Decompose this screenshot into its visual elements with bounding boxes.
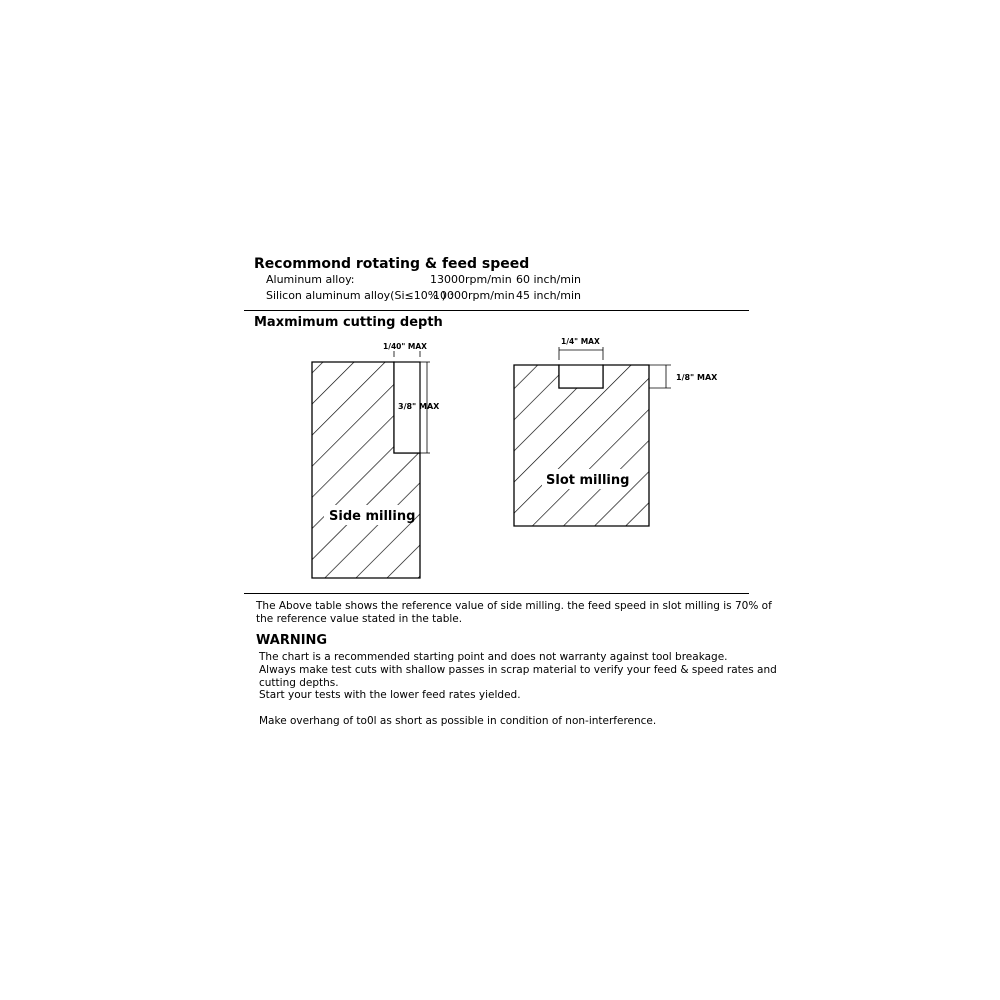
note-line: the reference value stated in the table. [256,613,463,625]
side-milling-width-label: 1/40" MAX [383,342,427,351]
side-milling-label: Side milling [329,509,416,524]
speed-row-feed: 45 inch/min [516,289,581,302]
warning-line: cutting depths. [259,677,339,689]
slot-milling-workpiece [514,365,649,526]
depth-section-title: Maxmimum cutting depth [254,315,443,330]
slot-milling-depth-label: 1/8" MAX [676,373,718,382]
warning-line: Always make test cuts with shallow passes in scrap material to verify your feed & speed rates and [259,664,777,676]
side-milling-depth-label: 3/8" MAX [398,402,440,411]
speed-row-rpm: 13000rpm/min [430,273,512,286]
slot-milling-width-label: 1/4" MAX [561,337,600,346]
note-line: The Above table shows the reference value of side milling. the feed speed in slot milling is 70% of [256,600,772,612]
warning-title: WARNING [256,633,328,648]
slot-milling-tool-cut [559,365,603,388]
warning-final-line: Make overhang of to0l as short as possible in condition of non-interference. [259,715,657,727]
warning-line: Start your tests with the lower feed rates yielded. [259,689,521,701]
speed-row-material: Silicon aluminum alloy(Si≤10% ) : [266,289,454,302]
warning-line: The chart is a recommended starting point and does not warranty against tool breakage. [259,651,728,663]
divider-bottom [244,593,749,594]
speed-row-rpm: 10000rpm/min [433,289,515,302]
slot-milling-label: Slot milling [546,473,630,488]
speed-row-feed: 60 inch/min [516,273,581,286]
speed-row-material: Aluminum alloy: [266,273,355,286]
speed-section-title: Recommond rotating & feed speed [254,256,530,272]
